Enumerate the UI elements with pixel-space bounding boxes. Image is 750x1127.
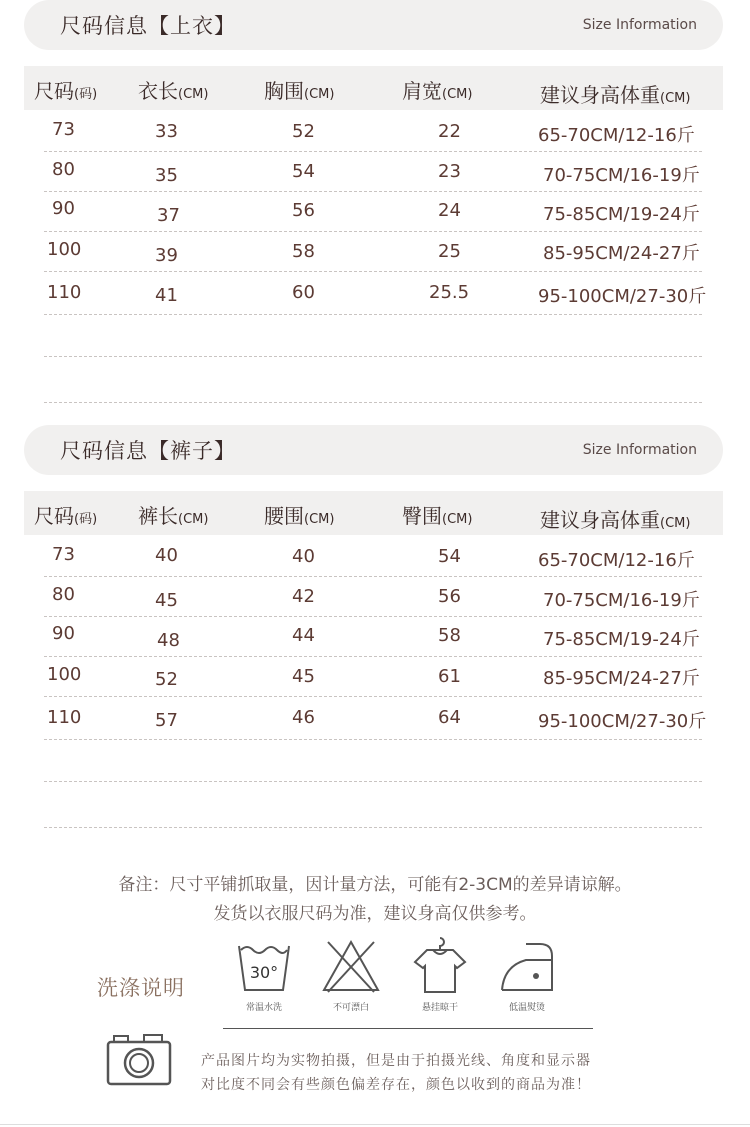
cell-height-weight: 75-85CM/19-24斤 — [543, 204, 700, 225]
top-section-subtitle: Size Information — [582, 17, 697, 33]
bottom-section-subtitle: Size Information — [582, 442, 697, 458]
cell-chest: 54 — [292, 161, 315, 182]
cell-length: 35 — [155, 165, 178, 186]
header-waist: 腰围(CM) — [264, 504, 335, 528]
cell-chest: 52 — [292, 121, 315, 142]
cell-size: 110 — [47, 707, 82, 728]
top-section-header — [24, 0, 723, 50]
header-hip: 臀围(CM) — [402, 504, 473, 528]
header-height-weight: 建议身高体重(CM) — [540, 508, 691, 532]
header-shoulder: 肩宽(CM) — [402, 79, 473, 103]
cell-shoulder: 22 — [438, 121, 461, 142]
cell-chest: 58 — [292, 241, 315, 262]
cell-hip: 56 — [438, 586, 461, 607]
no-bleach-icon: 不可漂白 — [316, 936, 386, 1013]
table-row — [44, 616, 702, 657]
divider — [44, 781, 702, 782]
cell-waist: 40 — [292, 546, 315, 567]
top-table-header — [24, 66, 723, 110]
divider — [44, 356, 702, 357]
cell-shoulder: 25 — [438, 241, 461, 262]
top-section-title: 尺码信息【上衣】 — [60, 14, 236, 38]
low-iron-icon: 低温熨烫 — [492, 936, 562, 1013]
header-chest: 胸围(CM) — [264, 79, 335, 103]
divider — [44, 402, 702, 403]
cell-size: 100 — [47, 664, 82, 685]
cell-length: 48 — [157, 630, 180, 651]
cell-length: 45 — [155, 590, 178, 611]
cell-size: 90 — [52, 623, 75, 644]
cell-waist: 45 — [292, 666, 315, 687]
cell-shoulder: 24 — [438, 200, 461, 221]
wash-30-icon: 30° 常温水洗 — [229, 936, 299, 1013]
hang-dry-icon: 悬挂晾干 — [405, 936, 475, 1013]
table-row — [44, 656, 702, 697]
size-note-secondary: 发货以衣服尺码为准，建议身高仅供参考。 — [213, 904, 537, 924]
page-bottom-divider — [0, 1124, 750, 1125]
cell-height-weight: 95-100CM/27-30斤 — [538, 286, 707, 307]
size-note: 备注：尺寸平铺抓取量，因计量方法，可能有2-3CM的差异请谅解。 — [118, 875, 632, 895]
header-size: 尺码(码) — [34, 79, 98, 103]
cell-waist: 42 — [292, 586, 315, 607]
table-row — [44, 151, 702, 192]
table-row — [44, 696, 707, 740]
cell-length: 52 — [155, 669, 178, 690]
cell-length: 33 — [155, 121, 178, 142]
cell-height-weight: 65-70CM/12-16斤 — [538, 550, 695, 571]
cell-hip: 58 — [438, 625, 461, 646]
svg-text:30°: 30° — [249, 963, 279, 982]
cell-shoulder: 25.5 — [429, 282, 470, 303]
cell-hip: 64 — [438, 707, 461, 728]
divider — [44, 827, 702, 828]
cell-size: 80 — [52, 159, 75, 180]
photo-disclaimer-secondary: 对比度不同会有些颜色偏差存在，颜色以收到的商品为准！ — [201, 1077, 591, 1093]
cell-chest: 56 — [292, 200, 315, 221]
cell-length: 40 — [155, 545, 178, 566]
cell-shoulder: 23 — [438, 161, 461, 182]
cell-size: 110 — [47, 282, 82, 303]
header-height-weight: 建议身高体重(CM) — [540, 83, 691, 107]
bottom-section-title: 尺码信息【裤子】 — [60, 439, 236, 463]
cell-length: 41 — [155, 285, 178, 306]
photo-disclaimer: 产品图片均为实物拍摄，但是由于拍摄光线、角度和显示器 — [201, 1053, 591, 1069]
table-row — [44, 576, 702, 617]
care-divider — [223, 1028, 593, 1029]
cell-waist: 44 — [292, 625, 315, 646]
bottom-section-header — [24, 425, 723, 475]
cell-size: 73 — [52, 544, 75, 565]
cell-length: 57 — [155, 710, 178, 731]
header-size: 尺码(码) — [34, 504, 98, 528]
cell-height-weight: 75-85CM/19-24斤 — [543, 629, 700, 650]
cell-hip: 61 — [438, 666, 461, 687]
cell-chest: 60 — [292, 282, 315, 303]
cell-size: 100 — [47, 239, 82, 260]
cell-height-weight: 65-70CM/12-16斤 — [538, 125, 695, 146]
cell-waist: 46 — [292, 707, 315, 728]
table-row — [44, 231, 702, 272]
camera-icon — [106, 1032, 172, 1090]
cell-height-weight: 95-100CM/27-30斤 — [538, 711, 707, 732]
cell-height-weight: 85-95CM/24-27斤 — [543, 243, 700, 264]
care-instructions-label: 洗涤说明 — [97, 976, 185, 1000]
cell-size: 80 — [52, 584, 75, 605]
table-row — [44, 191, 702, 232]
cell-height-weight: 70-75CM/16-19斤 — [543, 165, 700, 186]
table-row — [44, 535, 702, 577]
cell-height-weight: 85-95CM/24-27斤 — [543, 668, 700, 689]
cell-size: 90 — [52, 198, 75, 219]
cell-length: 37 — [157, 205, 180, 226]
table-row — [44, 271, 707, 315]
bottom-table-header — [24, 491, 723, 535]
header-pants-length: 裤长(CM) — [138, 504, 209, 528]
cell-size: 73 — [52, 119, 75, 140]
cell-hip: 54 — [438, 546, 461, 567]
cell-height-weight: 70-75CM/16-19斤 — [543, 590, 700, 611]
table-row — [44, 110, 702, 152]
cell-length: 39 — [155, 245, 178, 266]
header-length: 衣长(CM) — [138, 79, 209, 103]
